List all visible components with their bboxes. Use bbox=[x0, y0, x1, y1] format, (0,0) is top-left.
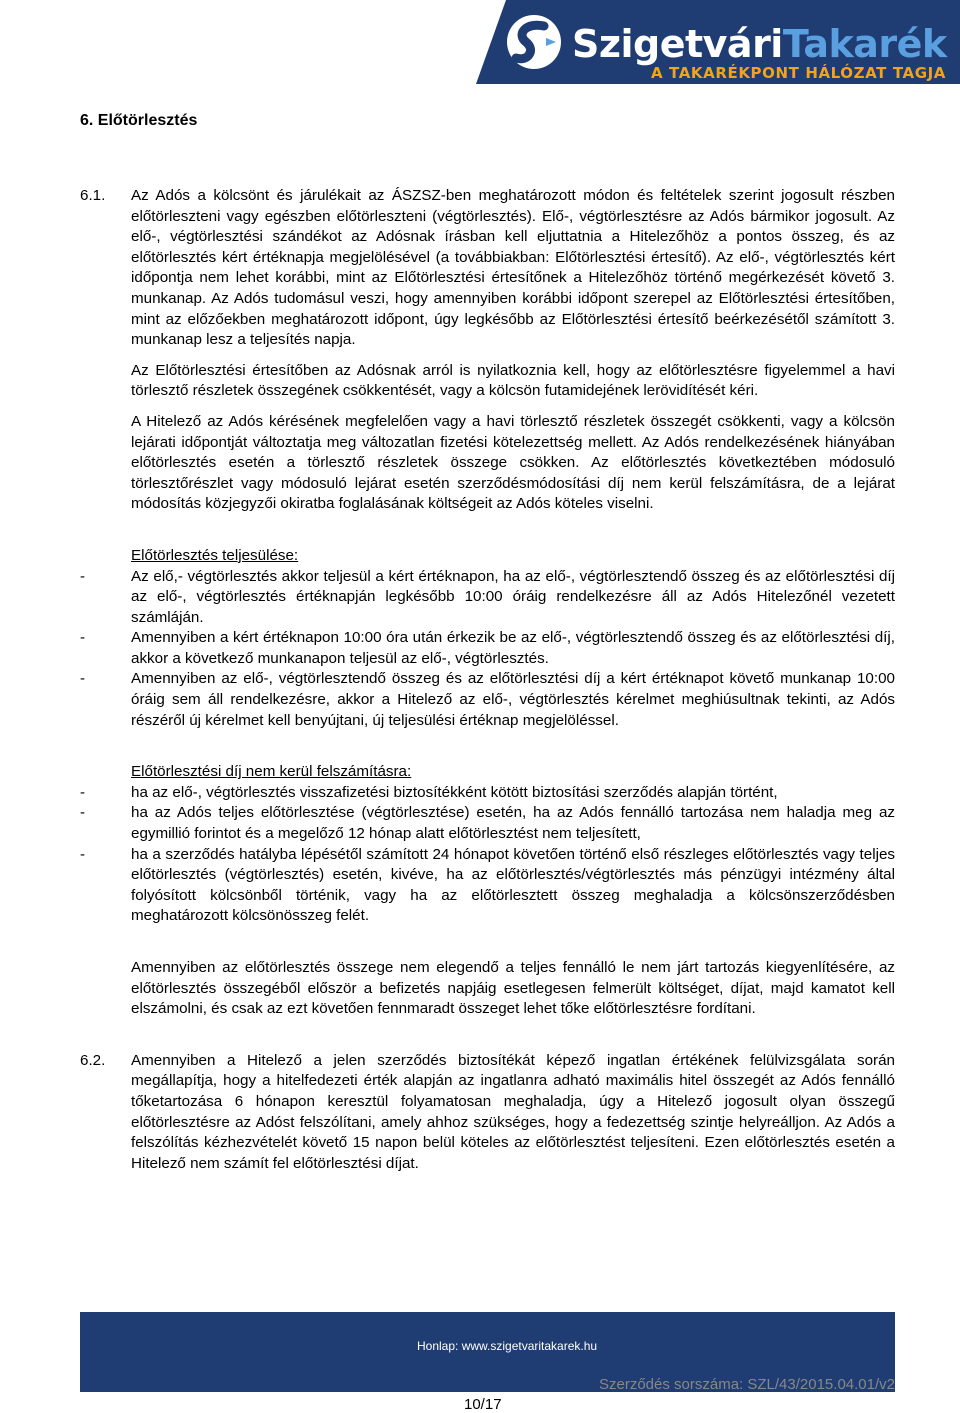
logo-tagline: A TAKARÉKPONT HÁLÓZAT TAGJA bbox=[651, 64, 947, 82]
paragraph-number: 6.2. bbox=[80, 1051, 106, 1069]
no-fee-closing-paragraph: Amennyiben az előtörlesztés összege nem elegendő a teljes fennálló le nem járt tartozás kiegyenlítésére, az előtörlesztés összegéből először a befizetés napjáig esetlegesen felmerült költséget, díjat, majd kamatot kell elszámolni, és csak az ezt követően fennmaradt összeget lehet tőke előtörlesztésre fordítani. bbox=[131, 959, 895, 1018]
bullet-dash: - bbox=[80, 629, 86, 647]
bullet-dash: - bbox=[80, 783, 86, 801]
bullet-dash: - bbox=[80, 845, 86, 863]
paragraph-6-1-part3: A Hitelező az Adós kérésének megfelelően vagy a havi törlesztő részletek összegét csökkenti, vagy a kölcsön lejárati időpontját változtatja meg változatlan fizetési kötelezettség mellett. Az Adós rendelkezésének hiányában előtörlesztés esetén a törlesztő részletek összege csökken. Az előtörlesztés következtében módosuló törlesztőrészlet vagy módosuló lejárat esetén szerződésmódosítási díj nem kerül felszámításra, de a lejárat módosítás közjegyzői okiratba foglalásának költségeit az Adós köteles viselni. bbox=[131, 412, 895, 513]
banner-white-area bbox=[6, 0, 476, 84]
paragraph-text: Az Adós a kölcsönt és járulékait az ÁSZSZ-ben meghatározott módon és feltételek szerint jogosult részben előtörleszteni vagy egészben előtörleszteni (végtörlesztés). Elő-, végtörlesztésre az Adós bármikor jogosult. Az elő-, végtörlesztési szándékot az Adósnak írásban kell eljuttatnia a Hitelezőhöz a pontos összeg, és az előtörlesztés kért értéknapja megjelölésével (a továbbiakban: Előtörlesztési értesítő). Az elő-, végtörlesztés kért időpontja nem lehet korábbi, mint az Előtörlesztési értesítőnek a Hitelezőhöz történő megérkezését követő 3. munkanap. Az Adós tudomásul veszi, hogy amennyiben korábbi időpont szerepel az Előtörlesztési értesítőben, mint az előzőekben meghatározott időpont, úgy legkésőbb az Előtörlesztési értesítő beérkezésétől számított 3. munkanap lesz a teljesítés napja. bbox=[131, 187, 895, 349]
paragraph-6-2 bbox=[80, 1051, 895, 1175]
list-item bbox=[80, 803, 895, 844]
document-body bbox=[80, 186, 895, 1174]
list-item bbox=[80, 783, 895, 804]
bullet-dash: - bbox=[80, 804, 86, 822]
page-number: 10/17 bbox=[464, 1396, 502, 1413]
list-item-text: Amennyiben az elő-, végtörlesztendő összeg és az előtörlesztési díj a kért értéknapot követő munkanap 10:00 óráig sem áll rendelkezésre, akkor a Hitelező az elő-, végtörlesztés kérelmet meghiúsultnak tekinti, az Adós részéről új kérelmet kell benyújtani, új teljesülési értéknap megjelöléssel. bbox=[131, 670, 895, 729]
fulfilment-heading: Előtörlesztés teljesülése: bbox=[131, 546, 299, 564]
banner-wedge bbox=[476, 0, 506, 84]
bullet-dash: - bbox=[80, 670, 86, 688]
paragraph-6-1 bbox=[80, 186, 895, 351]
section-title: 6. Előtörlesztés bbox=[80, 112, 198, 129]
list-item bbox=[80, 567, 895, 629]
list-item-text: Az elő,- végtörlesztés akkor teljesül a kért értéknapon, ha az elő-, végtörlesztendő összeg és az előtörlesztési díj az elő-, végtörlesztés értéknapján legkésőbb 10:00 óráig rendelkezésre áll az Adós Hitelezőnél vezetett számláján. bbox=[131, 567, 895, 626]
logo-name-part1: Szigetvári bbox=[572, 22, 783, 66]
list-item-text: ha a szerződés hatályba lépésétől számított 24 hónapot követően történő első részleges előtörlesztés vagy teljes előtörlesztés (végtörlesztés) esetén, kivéve, ha az előtörlesztés/végtörlesztés más pénzügyi intézmény által folyósított kölcsönből történik, vagy ha az előtörlesztett összeg meghaladja a kölcsönszerződésben meghatározott kölcsönösszeg felét. bbox=[131, 845, 895, 925]
bank-logo-icon bbox=[504, 12, 564, 72]
no-fee-heading: Előtörlesztési díj nem kerül felszámításra: bbox=[131, 763, 412, 781]
list-item-text: ha az elő-, végtörlesztés visszafizetési biztosítékként kötött biztosítási szerződés alapján történt, bbox=[131, 783, 778, 801]
paragraph-number: 6.1. bbox=[80, 187, 106, 204]
list-item-text: Amennyiben a kért értéknapon 10:00 óra után érkezik be az elő-, végtörlesztendő összeg és az előtörlesztési díj, akkor a következő munkanapon teljesül az elő-, végtörlesztés. bbox=[131, 629, 895, 667]
list-item bbox=[80, 845, 895, 927]
list-item bbox=[80, 628, 895, 669]
logo-name-part2: Takarék bbox=[782, 22, 947, 66]
footer-website: Honlap: www.szigetvaritakarek.hu bbox=[417, 1339, 598, 1353]
paragraph-6-1-part2: Az Előtörlesztési értesítőben az Adósnak arról is nyilatkoznia kell, hogy az előtörlesztésre figyelemmel a havi törlesztő részletek összegének csökkentését, vagy a kölcsön futamidejének lerövidítését kéri. bbox=[131, 361, 895, 400]
bank-logo-text bbox=[572, 22, 947, 66]
paragraph-text: Amennyiben a Hitelező a jelen szerződés biztosítékát képező ingatlan értékének felülvizsgálata során megállapítja, hogy a hitelfedezeti érték alapján az ingatlanra adható maximális hitel összegét az Adós fennálló tőketartozása 6 hónapon keresztül folyamatosan meghaladja, úgy a Hitelező jogosult olyan összegű előtörlesztésre az Adóst felszólítani, amely ahhoz szükséges, hogy a fedezettség szintje helyreálljon. Az Adós a felszólítás kézhezvételét követő 15 napon belül köteles az előtörlesztést teljesíteni. Ezen előtörlesztés esetén a Hitelező nem számít fel előtörlesztési díjat. bbox=[131, 1051, 895, 1172]
header-banner bbox=[6, 0, 960, 84]
list-item-text: ha az Adós teljes előtörlesztése (végtörlesztése) esetén, ha az Adós fennálló tartozása nem haladja meg az egymillió forintot és a megelőző 12 hónap alatt előtörlesztést nem teljesített, bbox=[131, 804, 895, 843]
list-item bbox=[80, 669, 895, 731]
contract-number: Szerződés sorszáma: SZL/43/2015.04.01/v2 bbox=[598, 1376, 895, 1393]
bullet-dash: - bbox=[80, 567, 86, 585]
